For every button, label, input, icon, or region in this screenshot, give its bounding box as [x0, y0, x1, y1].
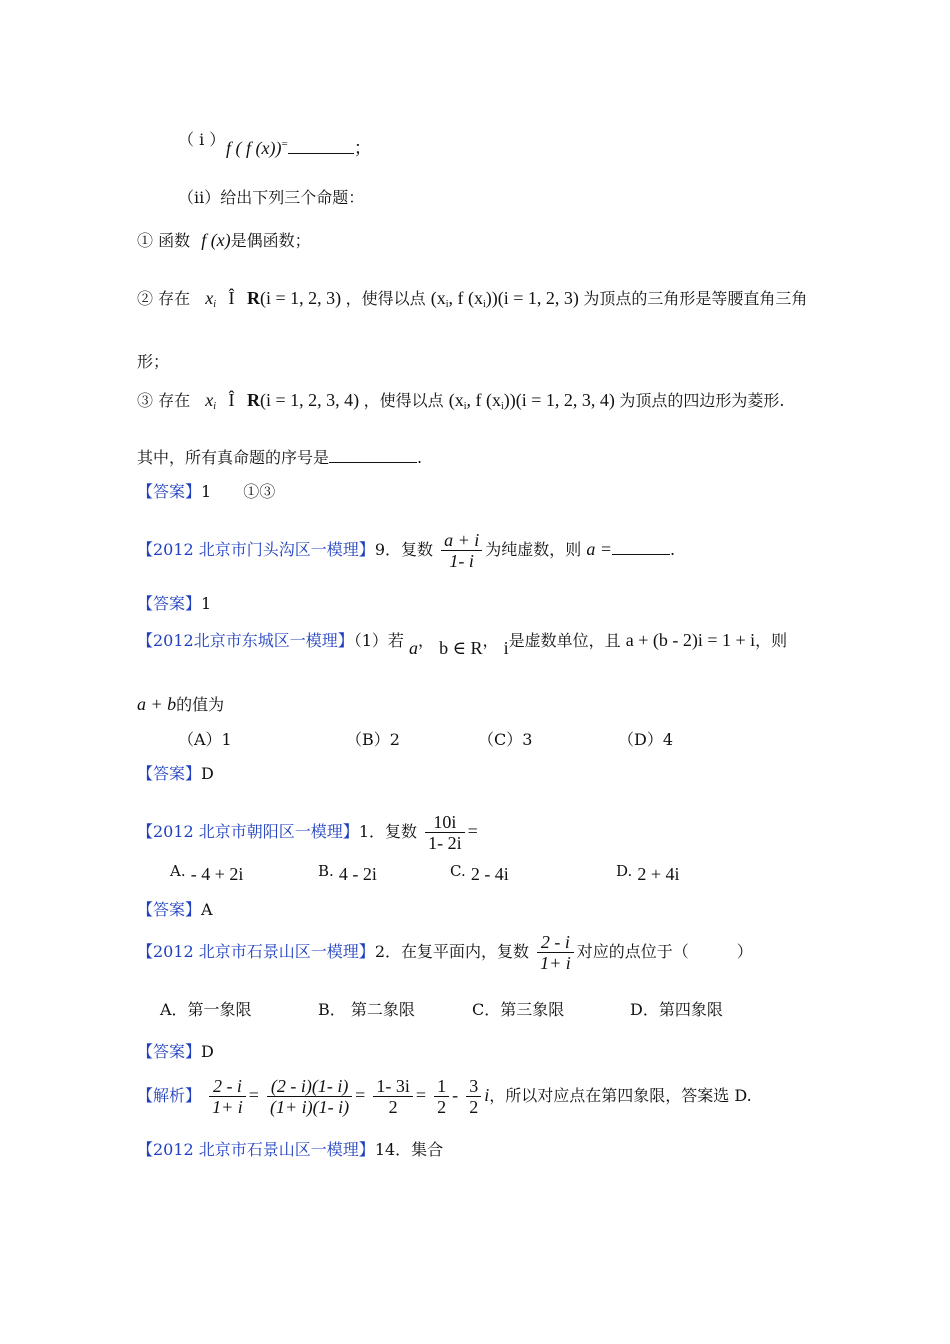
proposition-2: ② 存在 $x_i$ Î R(i = 1, 2, 3) ，使得以点 ($x_i$, f $(x_i))(i = 1$, 2, 3) 为顶点的三角形是等腰直角三角 [137, 288, 808, 310]
options-dongcheng [178, 730, 673, 749]
question-shijingshan-2: 【2012 北京市石景山区一模理】2．在复平面内，复数 $\frac{2 - i}{1+ i}$ 对应的点位于（ ） [137, 932, 753, 973]
answer-tag: 【答案】 [137, 482, 202, 501]
true-propositions-question: 其中，所有真命题的序号是 . [137, 448, 423, 467]
option-a: A. - 4 + 2i [170, 862, 244, 884]
analysis-fraction-3: $\frac{1- 3i}{2}$ [373, 1076, 413, 1117]
item-ii: （ii）给出下列三个命题： [178, 188, 365, 207]
proposition-2-continued: 形； [137, 352, 170, 371]
item-i-label: （ i ） [178, 130, 226, 149]
answer-3: 【答案】D [137, 764, 214, 783]
analysis-fraction-2: $\frac{(2 - i)(1- i)}{(1+ i)(1- i)}$ [267, 1076, 352, 1117]
qc-fraction: $\frac{10i}{1- 2i}$ [425, 812, 465, 853]
proposition-3: ③ 存在 $x_i$ Î R(i = 1, 2, 3, 4) ，使得以点 ($x_i$, f $(x_i))(i = 1$, 2, 3, 4) 为顶点的四边形为菱形. [137, 390, 785, 412]
answer-5: 【答案】D [137, 1042, 214, 1061]
qs-fraction: $\frac{2 - i}{1+ i}$ [537, 932, 574, 973]
p3-condition: $x_i$ Î R(i = 1, 2, 3, 4) [205, 390, 360, 412]
source-tag: 【2012 北京市朝阳区一模理】 [137, 822, 359, 841]
question-dongcheng-1-continued: a + b的值为 [137, 694, 225, 714]
answer-4: 【答案】A [137, 900, 213, 919]
option-b: B. 4 - 2i [318, 862, 377, 884]
source-tag: 【2012 北京市门头沟区一模理】 [137, 540, 375, 559]
answer-blank-q9 [612, 540, 670, 555]
option-a: （A）1 [178, 730, 232, 749]
answer-blank-ii [329, 448, 417, 463]
option-c: （C）3 [478, 730, 533, 749]
analysis-fraction-5: $\frac{3}{2}$ [466, 1076, 481, 1117]
option-c: C. 2 - 4i [450, 862, 509, 884]
options-shijingshan [160, 1000, 723, 1019]
analysis-fraction-4: $\frac{1}{2}$ [434, 1076, 449, 1117]
option-d: D．第四象限 [630, 1000, 723, 1019]
answer-blank-i [288, 139, 354, 154]
option-d: （D）4 [618, 730, 674, 749]
analysis-fraction-1: $\frac{2 - i}{1+ i}$ [209, 1076, 246, 1117]
option-d: D. 2 + 4i [616, 862, 680, 884]
equals-sign: = [281, 138, 288, 150]
item-i-expr: f ( f (x))= ； [226, 138, 372, 158]
question-chaoyang-1: 【2012 北京市朝阳区一模理】1．复数 $\frac{10i}{1- 2i}$ = [137, 812, 478, 853]
analysis-tag: 【解析】 [137, 1086, 202, 1105]
answer-1: 【答案】1 ①③ [137, 482, 276, 501]
question-shijingshan-14: 【2012 北京市石景山区一模理】14．集合 [137, 1140, 444, 1159]
option-a: A．第一象限 [160, 1000, 252, 1019]
question-dongcheng-1: 【2012北京市东城区一模理】（1）若 a， b ∈ R， i是虚数单位，且 a + (b - 2)i = 1 + i，则 [137, 630, 788, 658]
question-mentougou-9: 【2012 北京市门头沟区一模理】9．复数 $\frac{a + i}{1- i}$ 为纯虚数，则 a = . [137, 530, 676, 571]
source-tag: 【2012 北京市石景山区一模理】 [137, 1140, 375, 1159]
answer-2: 【答案】1 [137, 594, 212, 613]
option-b: B． 第二象限 [318, 1000, 415, 1019]
p2-condition: $x_i$ Î R(i = 1, 2, 3) [205, 288, 342, 310]
p3-point: ($x_i$, f $(x_i))(i = 1$, 2, 3, 4) [448, 390, 615, 412]
source-tag: 【2012 北京市石景山区一模理】 [137, 942, 375, 961]
p2-point: ($x_i$, f $(x_i))(i = 1$, 2, 3) [430, 288, 579, 310]
proposition-1: ① 函数 f (x)是偶函数； [137, 230, 311, 250]
p1-function: f (x) [201, 230, 231, 250]
item-i [178, 130, 225, 149]
analysis: 【解析】 $\frac{2 - i}{1+ i}$ = $\frac{(2 - i)(1- i)}{(1+ i)(1- i)}$ = $\frac{1- 3i}{2}$ = $\frac{1}{2}$ - $\frac{3}{2}$ i，所以对应点在第四象限，答案选 D. [137, 1076, 752, 1117]
q9-fraction: $\frac{a + i}{1- i}$ [441, 530, 482, 571]
source-tag: 【2012北京市东城区一模理】 [137, 631, 354, 650]
option-c: C．第三象限 [472, 1000, 565, 1019]
option-b: （B）2 [346, 730, 400, 749]
options-chaoyang [170, 860, 680, 882]
